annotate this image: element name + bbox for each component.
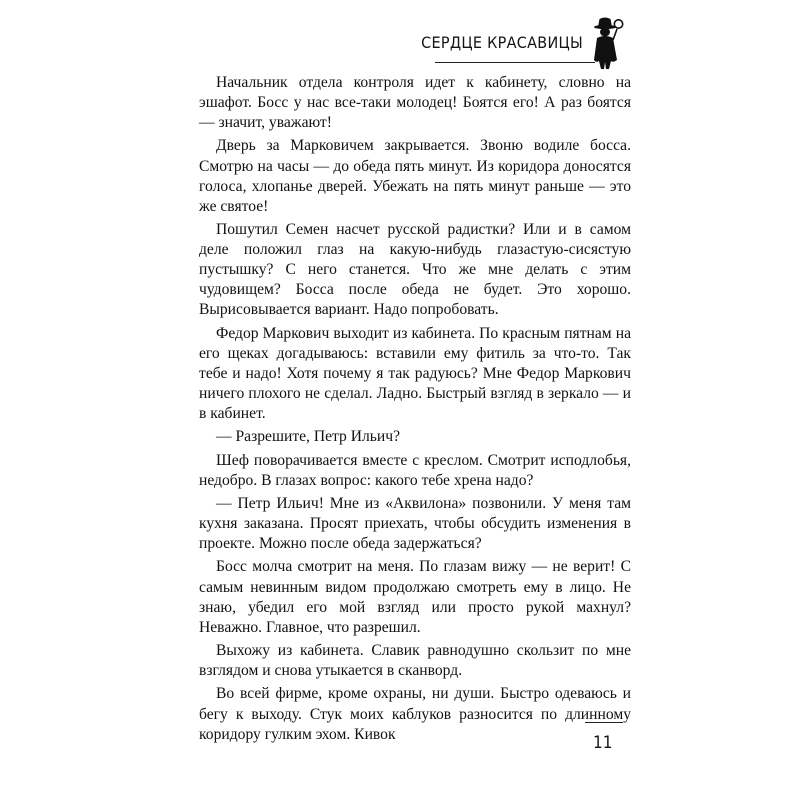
paragraph: — Разрешите, Петр Ильич? [216, 428, 400, 446]
running-title: СЕРДЦЕ КРАСАВИЦЫ [421, 33, 583, 52]
paragraph: Во всей фирме, кроме охраны, ни души. Быстро одеваюсь и бегу к выходу. Стук моих каблуков разносится по длинному коридору гулким эхом. Кивок [199, 685, 631, 743]
paragraph: Начальник отдела контроля идет к кабинету, словно на эшафот. Босс у нас все-таки молодец! Боятся его! А раз боятся — значит, уважают! [199, 74, 631, 132]
detective-silhouette-icon [591, 14, 625, 70]
paragraph: Шеф поворачивается вместе с креслом. Смотрит исподлобья, недобро. В глазах вопрос: какого тебе хрена надо? [199, 451, 631, 489]
paragraph: Выхожу из кабинета. Славик равнодушно скользит по мне взглядом и снова утыкается в сканворд. [199, 642, 631, 680]
paragraph: Босс молча смотрит на меня. По глазам вижу — не верит! С самым невинным видом продолжаю смотреть ему в лицо. Не знаю, убедил его мой взгляд или просто рукой махнул? Неважно. Главное, что разрешил. [199, 558, 631, 636]
paragraph: Федор Маркович выходит из кабинета. По красным пятнам на его щеках догадываюсь: вставили ему фитиль за что-то. Так тебе и надо! Хотя почему я так радуюсь? Мне Федор Маркович ничего плохого не сделал. Ладно. Быстрый взгляд в зеркало — и в кабинет. [199, 324, 631, 423]
book-page [155, 0, 645, 800]
paragraph: — Петр Ильич! Мне из «Аквилона» позвонили. У меня там кухня заказана. Просят приехать, чтобы обсудить изменения в проекте. Можно после обеда задержаться? [199, 495, 631, 553]
header-rule [435, 62, 595, 63]
footer-rule [585, 722, 623, 723]
paragraph: Пошутил Семен насчет русской радистки? Или и в самом деле положил глаз на какую-нибудь глазастую-сисястую пустышку? С него станется. Что же мне делать с этим чудовищем? Босса после обеда не будет. Это хорошо. Вырисовывается вариант. Надо попробовать. [199, 221, 631, 319]
paragraph: Дверь за Марковичем закрывается. Звоню водиле босса. Смотрю на часы — до обеда пять минут. Из коридора доносятся голоса, хлопанье дверей. Убежать на пять минут раньше — это же святое! [199, 137, 631, 215]
page-number: 11 [593, 733, 613, 753]
body-text [199, 73, 631, 748]
running-header [155, 0, 645, 70]
